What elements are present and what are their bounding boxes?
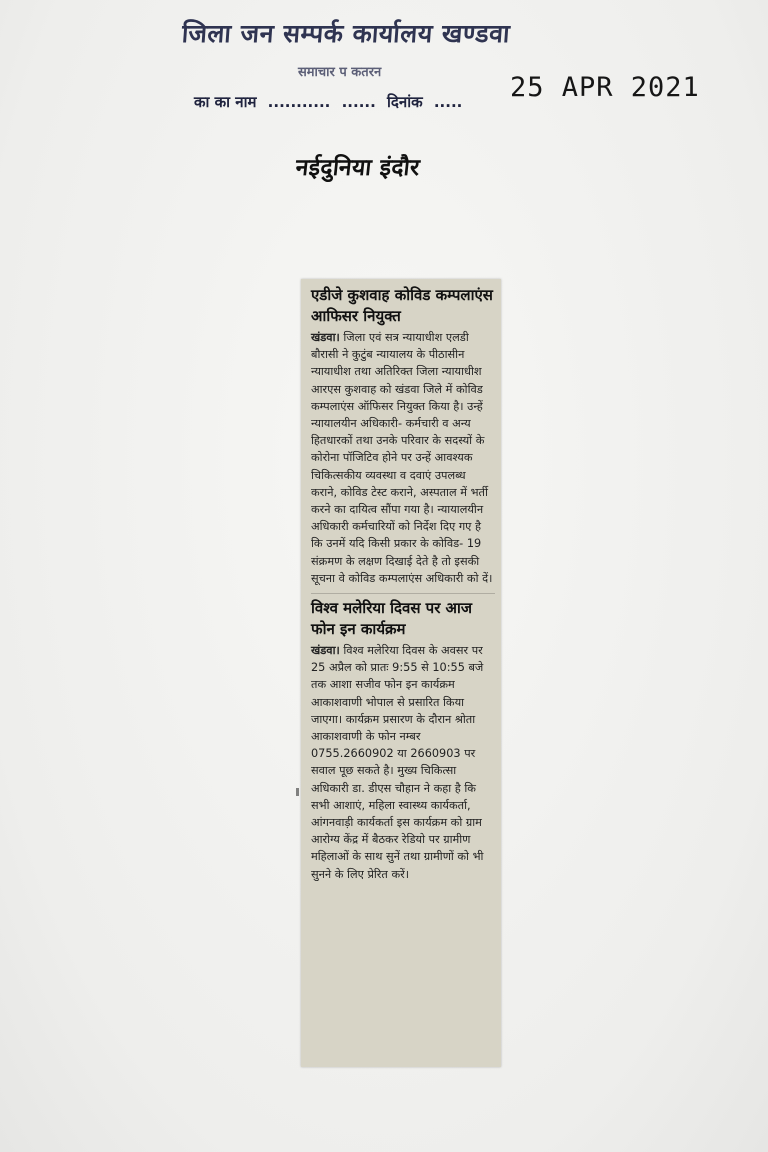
article-2-text: विश्व मलेरिया दिवस के अवसर पर 25 अप्रैल को प्रातः 9:55 से 10:55 बजे तक आशा सजीव फोन इन कार्यक्रम आकाशवाणी भोपाल से प्रसारित किया जाएगा। कार्यक्रम प्रसारण के दौरान श्रोता आकाशवाणी के फोन नम्बर 0755.2660902 या 2660903 पर सवाल पूछ सकते है। मुख्य चिकित्सा अधिकारी डा. डीएस चौहान ने कहा है कि सभी आशाएं, महिला स्वास्थ्य कार्यकर्ता, आंगनवाड़ी कार्यकर्ता इस कार्यक्रम को ग्राम आरोग्य केंद्र में बैठकर रेडियो पर ग्रामीण महिलाओं के साथ सुनें तथा ग्रामीणों को भी सुनने के लिए प्रेरित करें। [311,644,484,881]
newspaper-clipping [301,279,501,1067]
article-1-body [311,329,495,587]
stamp-section-label: समाचार प कतरन [298,65,382,80]
article-divider [311,593,495,594]
article-1-dateline: खंडवा। [311,331,340,344]
article-1 [311,285,495,587]
article-2 [311,598,495,883]
pen-mark [296,788,299,796]
newspaper-name: नईदुनिया इंदौर [294,154,422,181]
article-2-headline: विश्व मलेरिया दिवस पर आज फोन इन कार्यक्रम [311,599,473,639]
stamp-date-label: दिनांक [387,93,423,111]
article-1-text: जिला एवं सत्र न्यायाधीश एलडी बौरासी ने कुटुंब न्यायालय के पीठासीन न्यायाधीश तथा अतिरिक्त जिला न्यायाधीश आरएस कुशवाह को खंडवा जिले में कोविड कम्पलाएंस ऑफिसर नियुक्त किया है। उन्हें न्यायालयीन अधिकारी- कर्मचारी व अन्य हितधारकों तथा उनके परिवार के सदस्यों के कोरोना पॉजिटिव होने पर उन्हें आवश्यक चिकित्सकीय व्यवस्था व दवाएं उपलब्ध कराने, कोविड टेस्ट कराने, अस्पताल में भर्ती करने का दायित्व सौंपा गया है। न्यायालयीन अधिकारी कर्मचारियों को निर्देश दिए गए है कि उनमें यदि किसी प्रकार के कोविड- 19 संक्रमण के लक्षण दिखाई देते है तो इसकी सूचना वे कोविड कम्पलाएंस अधिकारी को दें। [311,331,493,585]
office-stamp [170,12,700,122]
article-1-headline: एडीजे कुशवाह कोविड कम्पलाएंस आफिसर नियुक्त [311,286,493,325]
stamp-dots: ...... [341,93,376,111]
stamp-date: 25 APR 2021 [510,72,700,103]
stamp-dots: ..... [433,93,463,111]
article-2-body [311,642,495,883]
stamp-office-name: जिला जन सम्पर्क कार्यालय खण्डवा [180,19,512,48]
stamp-details-line [194,92,468,112]
article-2-dateline: खंडवा। [311,644,340,658]
stamp-dots: ........... [267,93,331,111]
stamp-name-label: का का नाम [194,93,257,111]
